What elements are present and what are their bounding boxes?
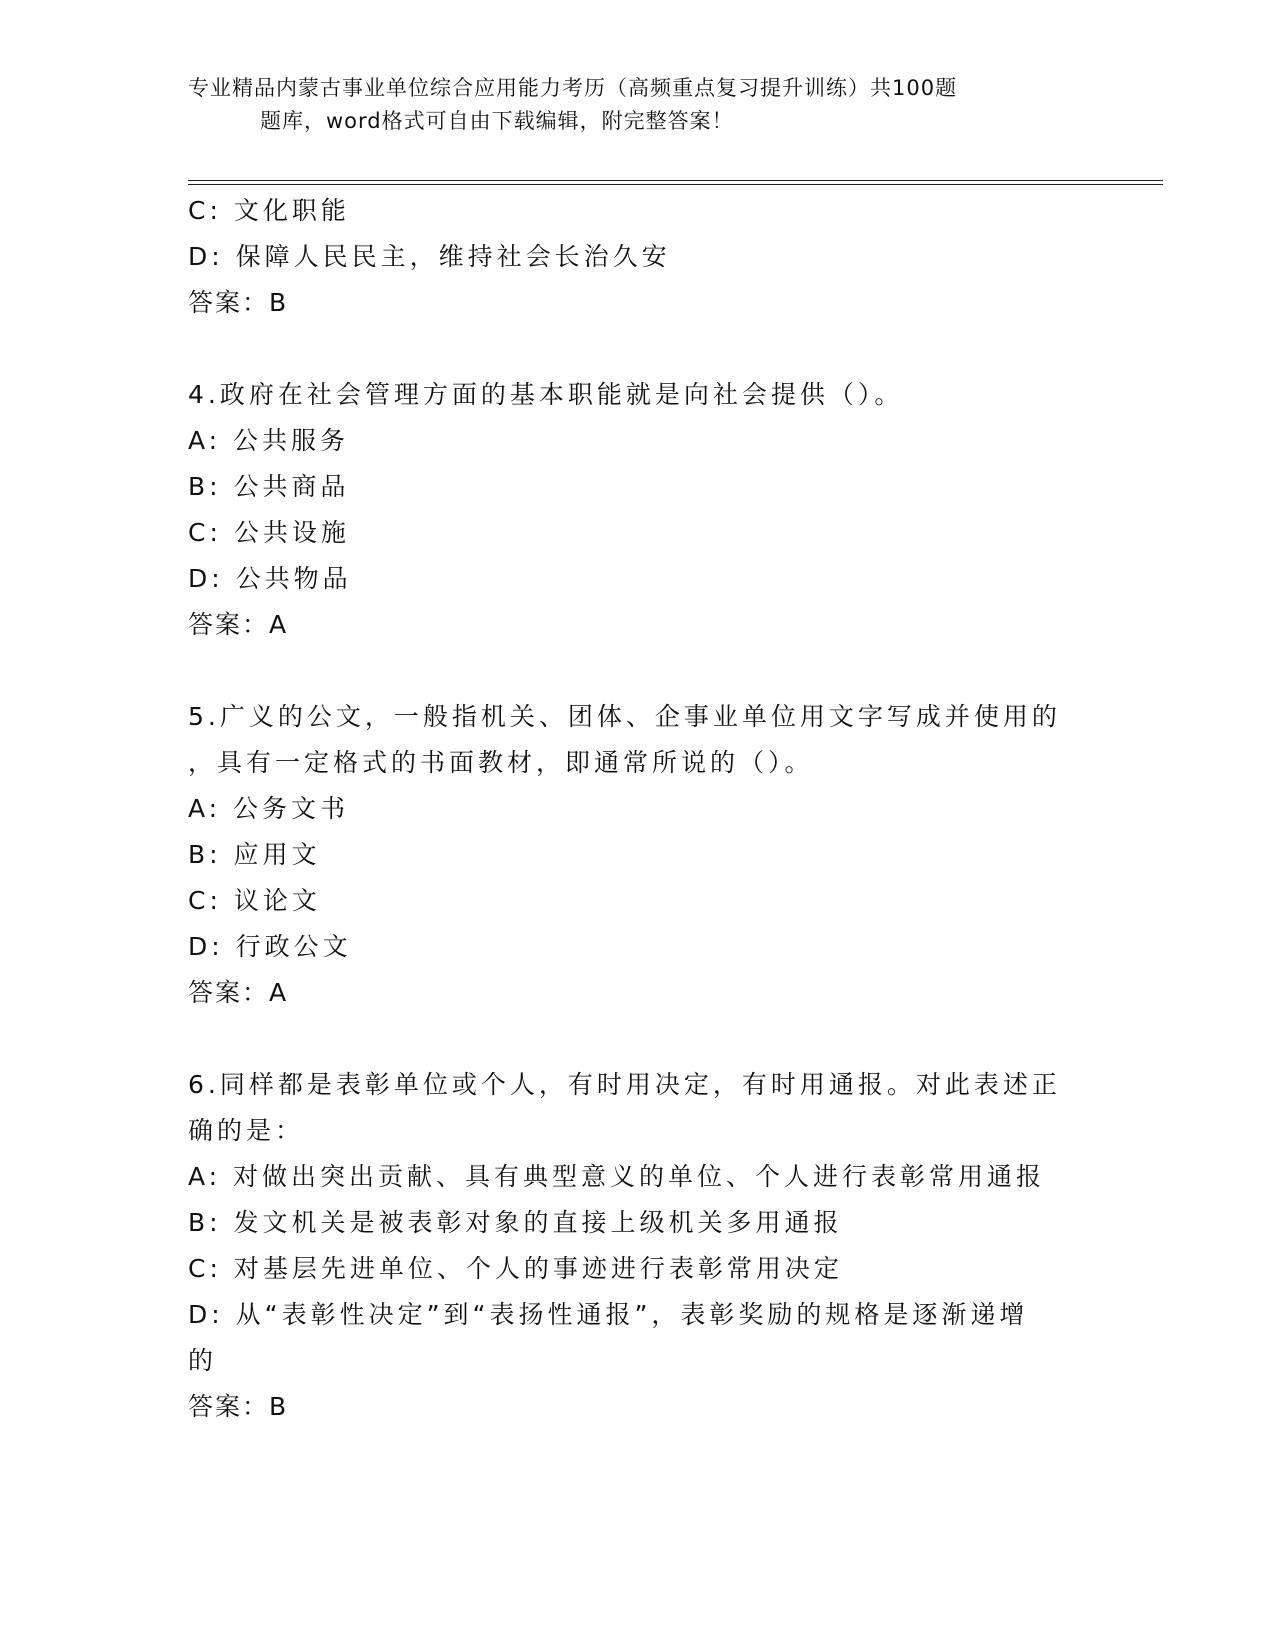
option-c: C: 文化职能: [188, 196, 350, 225]
option-d: D: 保障人民民主，维持社会长治久安: [188, 242, 671, 271]
answer: 答案：B: [188, 288, 289, 317]
option-a: A: 对做出突出贡献、具有典型意义的单位、个人进行表彰常用通报: [188, 1162, 1046, 1191]
question-3-continuation: [188, 188, 1078, 326]
option-b: B: 发文机关是被表彰对象的直接上级机关多用通报: [188, 1208, 843, 1237]
header-divider-top: [188, 180, 1163, 181]
option-c: C: 公共设施: [188, 518, 350, 547]
option-d: D: 行政公文: [188, 932, 352, 961]
header-title-line1: 专业精品内蒙古事业单位综合应用能力考历（高频重点复习提升训练）共100题: [188, 76, 958, 100]
option-d: D: 公共物品: [188, 564, 352, 593]
header-divider-bottom: [188, 184, 1163, 185]
header-title-line2: 题库，word格式可自由下载编辑，附完整答案！: [260, 109, 734, 133]
option-a: A: 公共服务: [188, 426, 350, 455]
option-a: A: 公务文书: [188, 794, 350, 823]
option-b: B: 公共商品: [188, 472, 350, 501]
answer: 答案：A: [188, 978, 289, 1007]
option-c: C: 对基层先进单位、个人的事迹进行表彰常用决定: [188, 1254, 843, 1283]
question-text: 6.同样都是表彰单位或个人，有时用决定，有时用通报。对此表述正: [188, 1070, 1061, 1099]
question-5: [188, 694, 1078, 1016]
option-b: B: 应用文: [188, 840, 321, 869]
answer: 答案：B: [188, 1392, 289, 1421]
option-d-cont: 的: [188, 1346, 218, 1375]
document-header: [188, 72, 1068, 138]
answer: 答案：A: [188, 610, 289, 639]
option-c: C: 议论文: [188, 886, 321, 915]
question-text-cont: 确的是：: [188, 1116, 305, 1145]
question-text: 5.广义的公文，一般指机关、团体、企事业单位用文字写成并使用的: [188, 702, 1061, 731]
option-d: D: 从“表彰性决定”到“表扬性通报”，表彰奖励的规格是逐渐递增: [188, 1300, 1029, 1329]
question-list: [188, 188, 1078, 1430]
question-4: [188, 372, 1078, 648]
question-6: [188, 1062, 1078, 1430]
question-text: 4.政府在社会管理方面的基本职能就是向社会提供（）。: [188, 380, 904, 409]
question-text-cont: ，具有一定格式的书面教材，即通常所说的（）。: [188, 748, 814, 777]
